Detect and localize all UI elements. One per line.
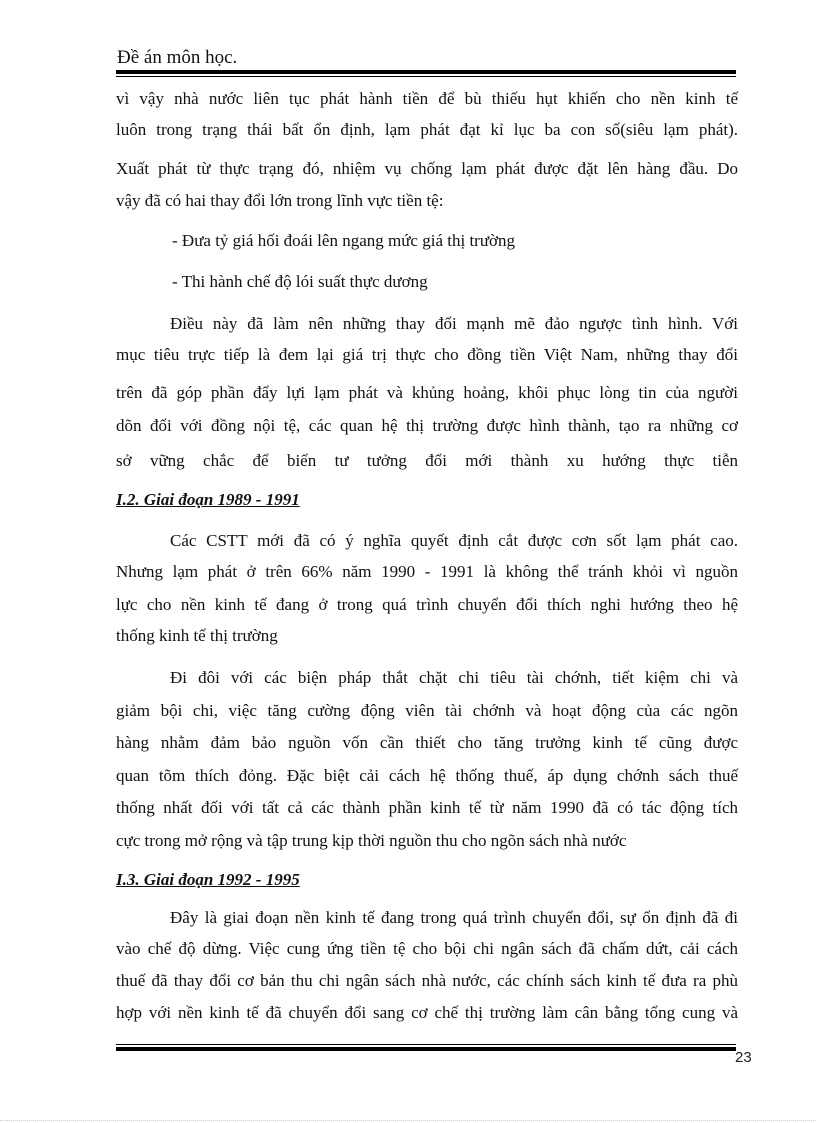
paragraph-line: hợp với nền kinh tế đã chuyển đổi sang cơ chế thị trường làm cân bằng tổng cung và xyxy=(116,1003,738,1022)
paragraph-line: cực trong mở rộng và tập trung kịp thời nguồn thu cho ngõn sách nhà nước xyxy=(116,831,627,850)
section-heading: I.3. Giai đoạn 1992 - 1995 xyxy=(116,870,300,889)
paragraph-line: Nhưng lạm phát ở trên 66% năm 1990 - 1991 là không thể tránh khỏi vì nguồn xyxy=(116,562,738,581)
page-edge-divider xyxy=(0,1120,816,1121)
paragraph-line: hàng nhằm đảm bảo nguồn vốn cần thiết cho tăng trưởng kinh tế cũng được xyxy=(116,733,738,752)
paragraph-line: vì vậy nhà nước liên tục phát hành tiền để bù thiếu hụt khiến cho nền kinh tế xyxy=(116,89,738,108)
paragraph-line: thuế đã thay đổi cơ bản thu chi ngân sách nhà nước, các chính sách kinh tế đưa ra phù xyxy=(116,971,738,990)
paragraph-line: Đây là giai đoạn nền kinh tế đang trong quá trình chuyển đổi, sự ổn định đã đi xyxy=(170,908,738,927)
paragraph-line: mục tiêu trực tiếp là đem lại giá trị thực cho đồng tiền Việt Nam, những thay đổi xyxy=(116,345,738,364)
bullet-item: - Đưa tỷ giá hối đoái lên ngang mức giá thị trường xyxy=(172,231,516,250)
paragraph-line: vậy đã có hai thay đổi lớn trong lĩnh vực tiền tệ: xyxy=(116,191,444,210)
footer-rule xyxy=(116,1044,736,1052)
page-number: 23 xyxy=(735,1049,752,1066)
bullet-item: - Thi hành chế độ lói suất thực dương xyxy=(172,272,428,291)
paragraph-line: thống nhất đối với tất cả các thành phần kinh tế từ năm 1990 đã có tác động tích xyxy=(116,798,738,817)
page-header-title: Đề án môn học. xyxy=(117,47,238,68)
paragraph-line: Đi đôi với các biện pháp thắt chặt chi tiêu tài chớnh, tiết kiệm chi và xyxy=(170,668,738,687)
paragraph-line: luôn trong trạng thái bất ổn định, lạm phát đạt kỉ lục ba con số(siêu lạm phát). xyxy=(116,120,738,139)
paragraph-line: Điều này đã làm nên những thay đổi mạnh mẽ đảo ngược tình hình. Với xyxy=(170,314,738,333)
paragraph-line: lực cho nền kinh tế đang ở trong quá trình chuyển đổi thích nghi hướng theo hệ xyxy=(116,595,738,614)
paragraph-line: Các CSTT mới đã có ý nghĩa quyết định cắt được cơn sốt lạm phát cao. xyxy=(170,531,738,550)
paragraph-line: Xuất phát từ thực trạng đó, nhiệm vụ chống lạm phát được đặt lên hàng đầu. Do xyxy=(116,159,738,178)
paragraph-line: dõn đối với đồng nội tệ, các quan hệ thị trường được hình thành, tạo ra những cơ xyxy=(116,416,738,435)
header-rule xyxy=(116,70,736,78)
paragraph-line: giảm bội chi, việc tăng cường động viên tài chớnh và hoạt động của các ngõn xyxy=(116,701,738,720)
paragraph-line: thống kinh tế thị trường xyxy=(116,626,278,645)
paragraph-line: quan tõm thích đỏng. Đặc biệt cải cách hệ thống thuế, áp dụng chớnh sách thuế xyxy=(116,766,738,785)
paragraph-line: sở vững chắc để biến tư tưởng đổi mới thành xu hướng thực tiễn xyxy=(116,451,738,470)
paragraph-line: vào chế độ dừng. Việc cung ứng tiền tệ cho bội chi ngân sách đã chấm dứt, cải cách xyxy=(116,939,738,958)
paragraph-line: trên đã góp phần đẩy lựi lạm phát và khủng hoảng, khôi phục lòng tin của người xyxy=(116,383,738,402)
section-heading: I.2. Giai đoạn 1989 - 1991 xyxy=(116,490,300,509)
